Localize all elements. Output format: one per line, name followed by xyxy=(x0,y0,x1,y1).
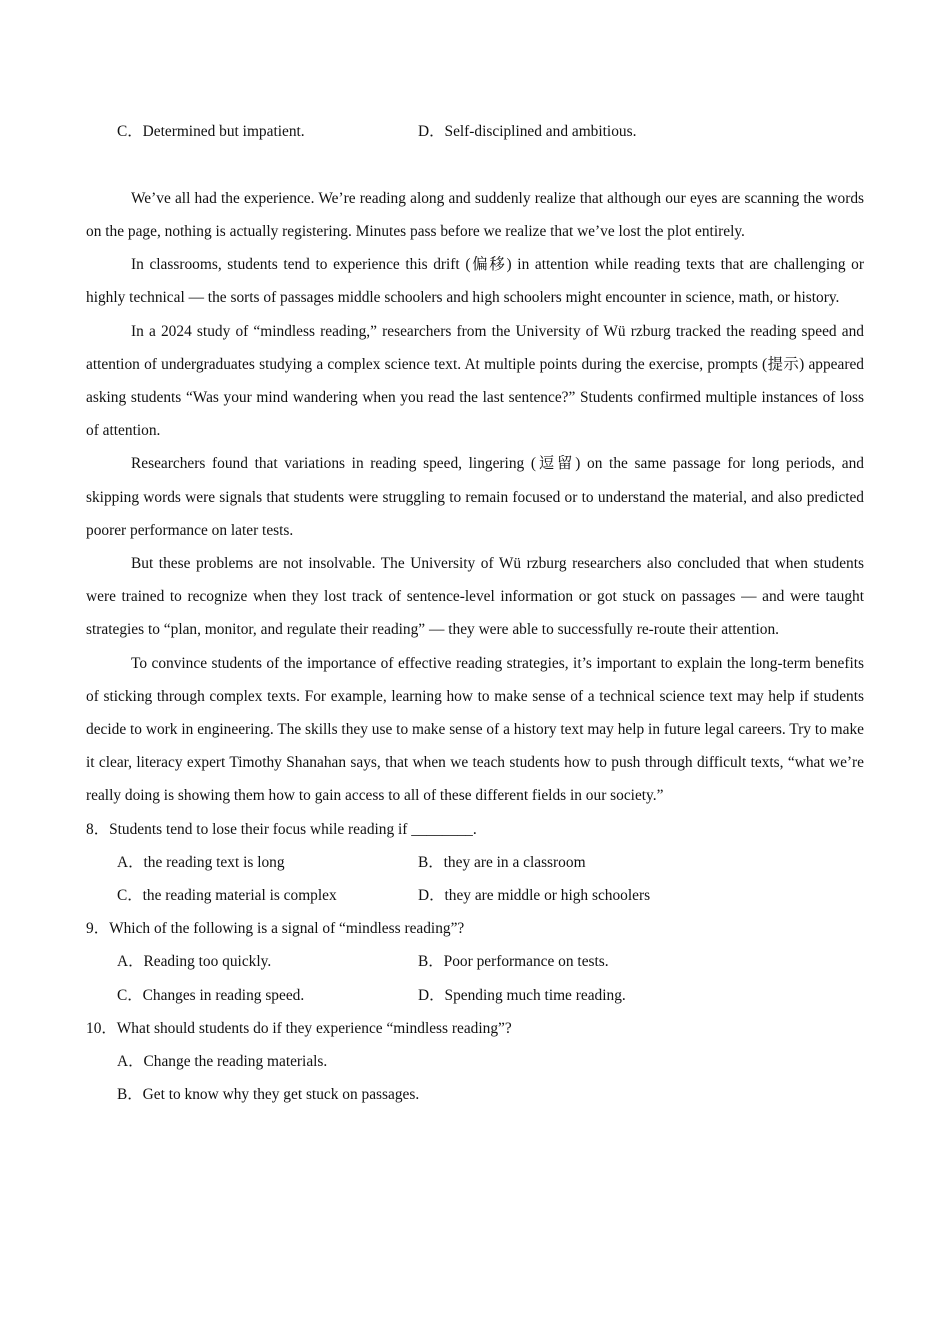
passage-paragraph-1: We’ve all had the experience. We’re reading along and suddenly realize that although our eyes are scanning the words on the page, nothing is actually registering. Minutes pass before we realize that we’ve lost the plot entirely. xyxy=(86,189,864,240)
question-10-stem: 10．What should students do if they experience “mindless reading”? xyxy=(86,1019,512,1037)
question-10 xyxy=(86,1012,864,1112)
section-gap xyxy=(86,148,864,182)
option-d: D．Self-disciplined and ambitious. xyxy=(418,123,637,140)
question-8-option-c[interactable]: C．the reading material is complex xyxy=(117,887,337,905)
question-9-option-a[interactable]: A．Reading too quickly. xyxy=(117,953,272,971)
question-9 xyxy=(86,912,864,1012)
question-8 xyxy=(86,813,864,913)
passage-paragraph-4: Researchers found that variations in reading speed, lingering (逗留) on the same passage for long periods, and skipping words were signals that students were struggling to remain focused or to understand the material, and also predicted poorer performance on later tests. xyxy=(86,455,864,539)
question-10-option-a[interactable]: A．Change the reading materials. xyxy=(117,1052,328,1070)
question-9-options-cd xyxy=(86,979,864,1012)
reading-passage xyxy=(86,182,864,813)
question-8-stem: 8．Students tend to lose their focus while reading if ________. xyxy=(86,820,477,838)
passage-paragraph-5: But these problems are not insolvable. The University of Wü rzburg researchers also concluded that when students were trained to recognize when they lost track of sentence-level information or got stuck on passages — and were taught strategies to “plan, monitor, and regulate their reading” — they were able to successfully re-route their attention. xyxy=(86,555,864,639)
passage-paragraph-2: In classrooms, students tend to experience this drift (偏移) in attention while reading texts that are challenging or highly technical — the sorts of passages middle schoolers and high schoolers might encounter in science, math, or history. xyxy=(86,256,864,307)
passage-paragraph-3: In a 2024 study of “mindless reading,” researchers from the University of Wü rzburg tracked the reading speed and attention of undergraduates studying a complex science text. At multiple points during the exercise, prompts (提示) appeared asking students “Was your mind wandering when you read the last sentence?” Students confirmed multiple instances of loss of attention. xyxy=(86,322,864,440)
question-8-options-ab xyxy=(86,846,864,879)
question-9-option-d[interactable]: D．Spending much time reading. xyxy=(418,986,626,1004)
question-9-option-b[interactable]: B．Poor performance on tests. xyxy=(418,953,609,971)
question-9-options-ab xyxy=(86,945,864,978)
question-8-option-b[interactable]: B．they are in a classroom xyxy=(418,853,586,871)
question-9-option-c[interactable]: C．Changes in reading speed. xyxy=(117,986,305,1004)
previous-question-options-cd xyxy=(86,115,864,148)
passage-paragraph-6: To convince students of the importance of effective reading strategies, it’s important to explain the long-term benefits of sticking through complex texts. For example, learning how to make sense of a technical science text may help if students decide to work in engineering. The skills they use to make sense of a history text may help in future legal careers. Try to make it clear, literacy expert Timothy Shanahan says, that when we teach students how to push through difficult texts, “what we’re really doing is showing them how to gain access to all of these different fields in our society.” xyxy=(86,654,864,805)
question-10-option-b[interactable]: B．Get to know why they get stuck on passages. xyxy=(117,1086,420,1104)
question-8-option-d[interactable]: D．they are middle or high schoolers xyxy=(418,887,651,905)
option-c: C．Determined but impatient. xyxy=(117,123,305,140)
question-9-stem: 9．Which of the following is a signal of “mindless reading”? xyxy=(86,920,465,938)
question-8-options-cd xyxy=(86,879,864,912)
question-8-option-a[interactable]: A．the reading text is long xyxy=(117,853,285,871)
document-page xyxy=(86,115,864,1111)
